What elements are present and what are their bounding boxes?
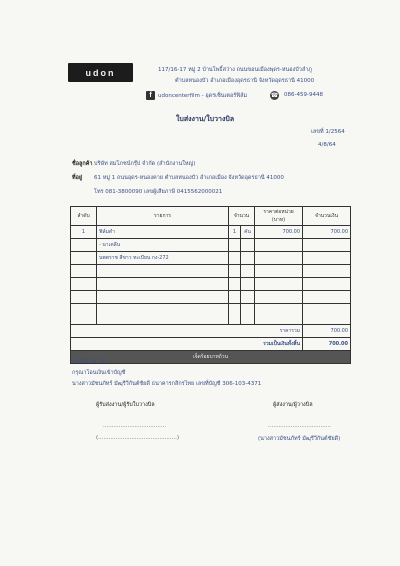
customer-contact: โทร 081-3800090 เลขผู้เสียภาษี 0415562000021 (94, 189, 223, 195)
table-row (71, 252, 351, 265)
company-address-line1: 117/16-17 หมู่ 2 บ้านโพธิ์สว่าง ถนนขอนเมืองพุดร-หนองบัวลำภู (158, 67, 312, 73)
subtotal-label: ราคารวม (71, 325, 303, 338)
items-table (70, 206, 351, 364)
row-qty: 1 (229, 226, 241, 239)
facebook-icon: f (146, 91, 155, 100)
total-value: 700.00 (303, 338, 351, 351)
transfer-note: กรุณาโอนเงินเข้าบัญชี (72, 370, 126, 376)
row-price: 700.00 (255, 226, 303, 239)
header-amount: จำนวนเงิน (303, 207, 351, 226)
row-desc: ฟิล์มดำ (97, 226, 229, 239)
amount-in-words: เจ็ดร้อยบาทถ้วน (71, 351, 351, 364)
table-row (71, 239, 351, 252)
row-amount (303, 252, 351, 265)
table-row (71, 265, 351, 278)
sender-signature-name: (นางสาวมัชนภัทร์ มัฒุรีวีกันต์ชัยดี) (258, 436, 341, 442)
header-qty: จำนวน (229, 207, 255, 226)
subtotal-value: 700.00 (303, 325, 351, 338)
doc-number (311, 128, 345, 136)
doc-number-value: 1/2564 (325, 129, 345, 135)
facebook-label: udoncenterfilm - อุดรเซ็นเตอร์ฟิล์ม (158, 93, 248, 99)
row-price (255, 291, 303, 304)
row-unit (241, 252, 255, 265)
row-qty (229, 291, 241, 304)
row-desc (97, 278, 229, 291)
customer-name-label: ชื่อลูกค้า (72, 161, 93, 167)
table-row (71, 278, 351, 291)
row-price (255, 278, 303, 291)
sender-signature-title: ผู้ส่งงาน/ผู้วางบิล (273, 402, 313, 408)
row-qty (229, 239, 241, 252)
row-unit (241, 304, 255, 325)
table-row (71, 304, 351, 325)
amount-words-row (71, 351, 351, 364)
row-price (255, 265, 303, 278)
doc-number-label: เลขที่ (311, 129, 324, 135)
receiver-signature-name: (.............................................) (96, 435, 179, 441)
receiver-signature-title: ผู้รับส่งงาน/ผู้รับใบวางบิล (96, 402, 155, 408)
row-unit (241, 291, 255, 304)
bank-account: นางสาวมัชนภัทร์ มัฒุรีวีกันต์ชัยดี ธนาคารกสิกรไทย เลขที่บัญชี 306-103-4371 (72, 381, 262, 387)
customer-address: 61 หมู่ 1 ถนนอุดร-หนองคาย ตำบลหนองบัว อำเภอเมือง จังหวัดอุดรธานี 41000 (94, 175, 284, 181)
row-desc (97, 291, 229, 304)
phone-icon: ☎ (270, 92, 279, 99)
company-phone: 086-459-9448 (284, 92, 323, 98)
row-desc: - นาเคลีน (97, 239, 229, 252)
header-unit-price-sub: (บาท) (271, 217, 286, 223)
row-qty (229, 278, 241, 291)
receiver-signature-line: .................................... (103, 423, 166, 429)
row-desc: นพตราช สีขาว ทะเบียน กง-272 (97, 252, 229, 265)
row-amount: 700.00 (303, 226, 351, 239)
row-no (71, 252, 97, 265)
subtotal-row (71, 325, 351, 338)
customer-name: บริษัท สมโภชน์กรุ๊ป จำกัด (สำนักงานใหญ่) (94, 161, 196, 167)
row-qty (229, 252, 241, 265)
company-logo: udon (68, 63, 133, 82)
row-price (255, 252, 303, 265)
row-no (71, 239, 97, 252)
row-no (71, 278, 97, 291)
customer-address-label: ที่อยู่ (72, 175, 83, 181)
row-amount (303, 239, 351, 252)
total-row (71, 338, 351, 351)
table-row (71, 291, 351, 304)
row-no (71, 291, 97, 304)
header-desc: รายการ (97, 207, 229, 226)
row-amount (303, 291, 351, 304)
row-desc (97, 265, 229, 278)
document-title: ใบส่งงาน/ใบวางบิล (176, 115, 235, 123)
row-amount (303, 265, 351, 278)
row-price (255, 304, 303, 325)
row-no (71, 265, 97, 278)
header-unit-price-label: ราคาต่อหน่วย (263, 209, 294, 215)
sender-signature-line: .................................... (268, 423, 331, 429)
table-row (71, 226, 351, 239)
row-unit (241, 265, 255, 278)
header-no: ลำดับ (71, 207, 97, 226)
row-unit (241, 278, 255, 291)
row-qty (229, 265, 241, 278)
doc-date: 4/8/64 (318, 142, 336, 148)
row-unit: คัน (241, 226, 255, 239)
total-label: รวมเป็นเงินทั้งสิ้น (71, 338, 303, 351)
company-address-line2: ตำบลหนองบัว อำเภอเมืองอุดรธานี จังหวัดอุดรธานี 41000 (175, 78, 315, 84)
row-no: 1 (71, 226, 97, 239)
row-qty (229, 304, 241, 325)
row-price (255, 239, 303, 252)
row-unit (241, 239, 255, 252)
row-amount (303, 304, 351, 325)
credit-note: เครดิต 30 วัน (72, 359, 105, 365)
row-no (71, 304, 97, 325)
header-unit-price (255, 207, 303, 226)
row-amount (303, 278, 351, 291)
row-desc (97, 304, 229, 325)
